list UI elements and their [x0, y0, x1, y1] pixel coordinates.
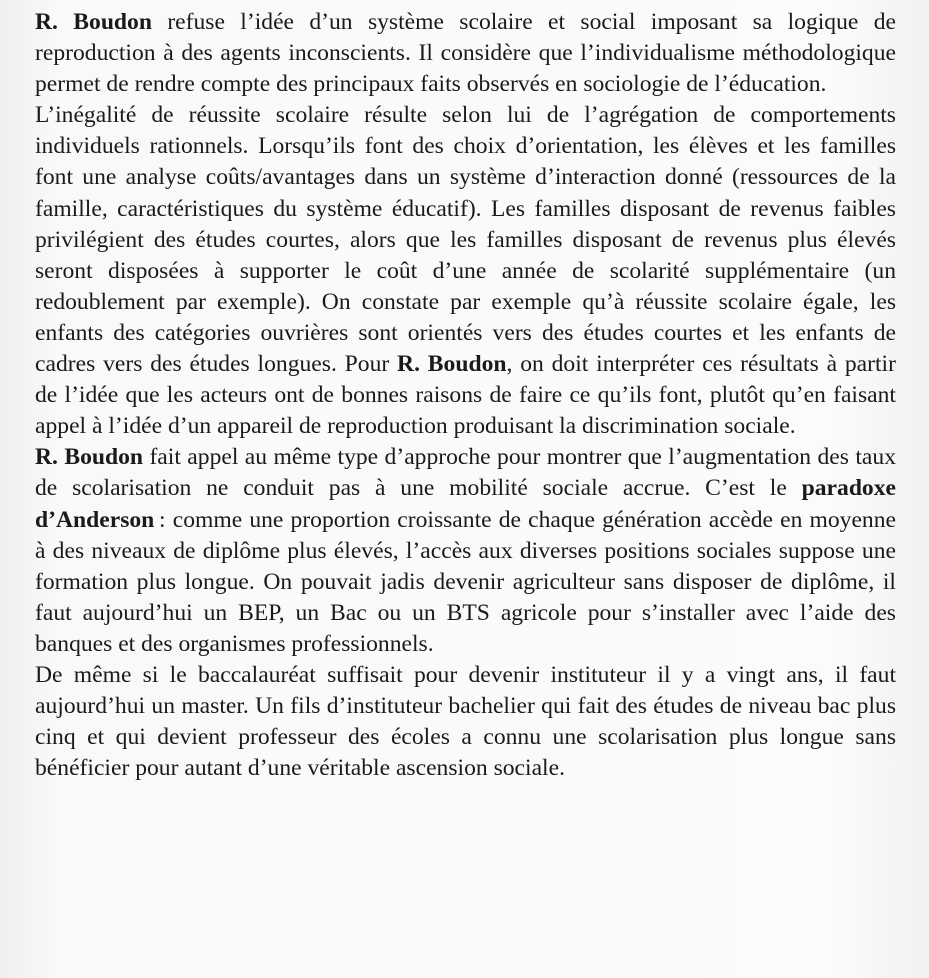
- paragraph: [35, 7, 896, 100]
- bold-text-run: R. Boudon: [35, 444, 144, 471]
- paragraph: [35, 100, 896, 442]
- text-run: L’inégalité de réussite scolaire résulte selon lui de l’agrégation de comportements individuels rationnels. Lorsqu’ils font des choix d’orientation, les élèves et les familles font une analyse coûts/avantages dans un système d’interaction donné (ressources de la famille, caractéristiques du système éducatif). Les familles disposant de revenus faibles privilégient des études courtes, alors que les familles disposant de revenus plus élevés seront disposées à supporter le coût d’une année de scolarité supplémentaire (un redoublement par exemple). On constate par exemple qu’à réussite scolaire égale, les enfants des catégories ouvrières sont orientés vers des études courtes et les enfants de cadres vers des études longues. Pour: [35, 102, 896, 378]
- text-run: refuse l’idée d’un système scolaire et social imposant sa logique de reproduction à des agents inconscients. Il considère que l’individualisme méthodologique permet de rendre compte des principaux faits observés en sociologie de l’éducation.: [35, 9, 896, 98]
- paragraph: [35, 442, 896, 660]
- paragraph: [35, 660, 896, 784]
- text-run: fait appel au même type d’approche pour montrer que l’augmentation des taux de scolarisation ne conduit pas à une mobilité sociale accrue. C’est le: [35, 444, 896, 502]
- bold-text-run: R. Boudon: [35, 9, 152, 35]
- text-block: [35, 7, 896, 784]
- text-run: , on doit interpréter ces résultats à partir de l’idée que les acteurs ont de bonnes raisons de faire ce qu’ils font, plutôt qu’en faisant appel à l’idée d’un appareil de reproduction produisant la discrimination sociale.: [35, 351, 896, 440]
- text-run: : comme une proportion croissante de chaque génération accède en moyenne à des niveaux de diplôme plus élevés, l’accès aux diverses positions sociales suppose une formation plus longue. On pouvait jadis devenir agriculteur sans disposer de diplôme, il faut aujourd’hui un BEP, un Bac ou un BTS agricole pour s’installer avec l’aide des banques et des organismes professionnels.: [35, 506, 896, 657]
- bold-text-run: R. Boudon: [397, 351, 507, 378]
- bold-text-run: paradoxe d’Anderson: [35, 475, 896, 533]
- text-run: De même si le baccalauréat suffisait pour devenir instituteur il y a vingt ans, il faut aujourd’hui un master. Un fils d’instituteur bachelier qui fait des études de niveau bac plus cinq et qui devient professeur des écoles a connu une scolarisation plus longue sans bénéficier pour autant d’une véritable ascension sociale.: [35, 661, 896, 782]
